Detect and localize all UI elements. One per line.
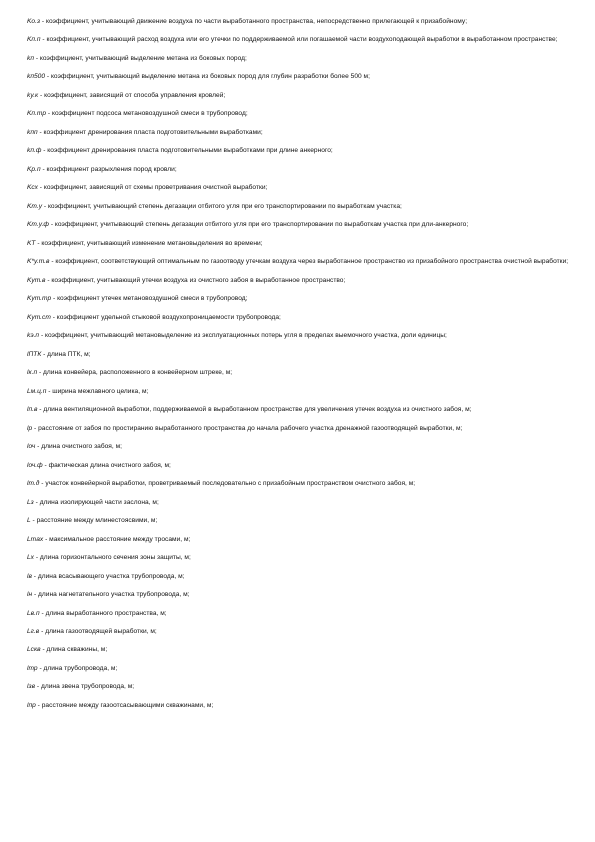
definition-text: - фактическая длина очистного забоя, м; (42, 461, 171, 469)
definition-symbol: KT (27, 239, 36, 247)
definition-symbol: lоч (27, 443, 36, 451)
definition-symbol: lзв (27, 683, 36, 691)
definition-text: - коэффициент подсоса метановоздушной смеси в трубопровод; (46, 110, 248, 118)
definition-entry (27, 166, 572, 175)
definition-symbol: lв (27, 572, 32, 580)
definition-symbol: kу.к (27, 91, 39, 99)
definition-symbol: Kр.п (27, 165, 41, 173)
definition-symbol: Lmax (27, 535, 44, 543)
definition-text: - коэффициент, соответствующий оптимальным по газоотводу утечкам воздуха через выработанное пространство из призабойного пространства очистной выработки; (49, 258, 569, 266)
definition-symbol: Kсх (27, 184, 38, 192)
definition-symbol: lтр (27, 664, 38, 672)
definition-text: - коэффициент, учитывающий расход воздуха или его утечки по поддерживаемой или погашаемой части воздухоподающей выработки в выработанном пространстве; (40, 36, 558, 44)
definition-entry (27, 443, 572, 452)
definition-entry (27, 240, 572, 249)
definition-entry (27, 73, 572, 82)
definition-symbol: kп (27, 54, 34, 62)
definition-text: - длина ПТК, м; (41, 350, 91, 358)
definition-symbol: Kп.тр (27, 110, 47, 118)
definition-entry (27, 499, 572, 508)
definition-entry (27, 425, 572, 434)
definition-text: - коэффициент, учитывающий выделение метана из боковых пород для глубин разработки более 500 м; (45, 73, 370, 81)
definition-entry (27, 646, 572, 655)
definition-symbol: Lз (27, 498, 34, 506)
definition-symbol: lп.в (27, 406, 38, 414)
definition-text: - коэффициент утечек метановоздушной смеси в трубопровод; (51, 295, 248, 303)
definition-symbol: Kт.у.ф (27, 221, 49, 229)
definition-entry (27, 536, 572, 545)
definition-entry (27, 92, 572, 101)
definition-entry (27, 332, 572, 341)
definition-symbol: Lх (27, 554, 35, 562)
definition-text: - коэффициент, зависящий от схемы проветривания очистной выработки; (37, 184, 268, 192)
definitions-list (27, 18, 572, 720)
definition-symbol: K*у.т.в (27, 258, 50, 266)
definition-text: - длина очистного забоя, м; (35, 443, 123, 451)
definition-symbol: kэ.п (27, 332, 40, 340)
definition-text: - коэффициент, учитывающий движение воздуха по части выработанного пространства, непосредственно прилегающей к призабойному; (40, 18, 468, 25)
definition-entry (27, 573, 572, 582)
definition-text: - коэффициент дренирования пласта подготовительными выработками при длине анкерного; (41, 147, 333, 155)
definition-text: - расстояние между млинестоясвими, м; (30, 517, 158, 525)
definition-entry (27, 36, 572, 45)
definition-text: - коэффициент удельной стыковой воздухопроницаемости трубопровода; (50, 313, 281, 321)
definition-text: - длина выработанного пространства, м; (39, 609, 167, 617)
definition-symbol: Lскв (27, 646, 41, 654)
definition-entry (27, 314, 572, 323)
definition-text: - расстояние между газоотсасывающими скважинами, м; (35, 701, 214, 709)
definition-entry (27, 665, 572, 674)
definition-text: - длина изолирующей части заслона, м; (33, 498, 159, 506)
definition-symbol: lн (27, 591, 33, 599)
definition-symbol: lт.д (27, 480, 40, 488)
definition-text: - коэффициент, учитывающий утечки воздуха из очистного забоя в выработанное пространство; (45, 276, 346, 284)
definition-entry (27, 110, 572, 119)
definition-symbol: Kо.з (27, 18, 41, 25)
definition-entry (27, 203, 572, 212)
definition-entry (27, 221, 572, 230)
definition-symbol: lоч.ф (27, 461, 43, 469)
definition-entry (27, 406, 572, 415)
definition-entry (27, 517, 572, 526)
definition-entry (27, 18, 572, 27)
definition-text: - длина нагнетательного участка трубопровода, м; (32, 591, 190, 599)
definition-entry (27, 351, 572, 360)
definition-entry (27, 462, 572, 471)
definition-entry (27, 388, 572, 397)
definition-entry (27, 129, 572, 138)
definition-entry (27, 258, 572, 267)
definition-text: - коэффициент, учитывающий степень дегазации отбитого угля при его транспортировании по выработкам участка; (42, 202, 402, 210)
definition-entry (27, 628, 572, 637)
definition-text: - коэффициент дренирования пласта подготовительными выработками; (37, 128, 263, 136)
definition-symbol: lр (27, 424, 33, 432)
definition-text: - расстояние от забоя по простиранию выработанного пространства до начала рабочего участка дренажной газоотводящей выработки, м; (32, 424, 463, 432)
definition-entry (27, 554, 572, 563)
definition-symbol: Lм.ц.п (27, 387, 47, 395)
definition-symbol: lк.п (27, 369, 38, 377)
definition-entry (27, 369, 572, 378)
definition-text: - длина всасывающего участка трубопровода, м; (31, 572, 185, 580)
definition-text: - участок конвейерной выработки, проветриваемый последовательно с призабойным пространством очистного забоя, м; (39, 480, 416, 488)
definition-text: - коэффициент, учитывающий метановыделение из эксплуатационных потерь угля в пределах выемочного участка, доли единицы; (39, 332, 447, 340)
definition-symbol: Kут.тр (27, 295, 52, 303)
definition-text: - коэффициент разрыхления пород кровли; (40, 165, 177, 173)
definition-entry (27, 683, 572, 692)
definition-text: - ширина межлавного целика, м; (46, 387, 149, 395)
definition-text: - коэффициент, учитывающий степень дегазации отбитого угля при его транспортировании по выработкам участка при дли-анкерного; (48, 221, 469, 229)
definition-text: - длина вентиляционной выработки, поддерживаемой в выработанном пространстве для увеличения утечек воздуха из очистного забоя, м; (37, 406, 472, 414)
definition-symbol: lПТК (27, 350, 42, 358)
definition-text: - длина скважины, м; (40, 646, 108, 654)
definition-symbol: Kт.у (27, 202, 43, 210)
definition-text: - длина трубопровода, м; (37, 664, 118, 672)
definition-text: - коэффициент, зависящий от способа управления кровлей; (38, 91, 226, 99)
definition-entry (27, 55, 572, 64)
definition-text: - максимальное расстояние между тросами, м; (43, 535, 191, 543)
definition-entry (27, 702, 572, 711)
definition-symbol: Kут.ст (27, 313, 51, 321)
definition-entry (27, 480, 572, 489)
definition-text: - коэффициент, учитывающий изменение метановыделения во времени; (35, 239, 263, 247)
definition-text: - длина звена трубопровода, м; (35, 683, 135, 691)
definition-symbol: Lг.в (27, 627, 40, 635)
definition-symbol: kп.ф (27, 147, 42, 155)
definition-text: - длина горизонтального сечения зоны защиты, м; (34, 554, 191, 562)
definition-symbol: L (27, 517, 31, 525)
definition-symbol: lпр (27, 701, 36, 709)
definition-text: - длина конвейера, расположенного в конвейерном штреке, м; (37, 369, 233, 377)
definition-symbol: Kут.в (27, 276, 46, 284)
definition-symbol: Lв.п (27, 609, 40, 617)
definition-symbol: kп500 (27, 73, 46, 81)
definition-entry (27, 295, 572, 304)
definition-entry (27, 277, 572, 286)
definition-text: - коэффициент, учитывающий выделение метана из боковых пород; (33, 54, 247, 62)
definition-entry (27, 610, 572, 619)
definition-symbol: Kп.п (27, 36, 41, 44)
definition-entry (27, 591, 572, 600)
definition-entry (27, 147, 572, 156)
definition-symbol: kпп (27, 128, 38, 136)
definition-entry (27, 184, 572, 193)
definition-text: - длина газоотводящей выработки, м; (39, 627, 157, 635)
